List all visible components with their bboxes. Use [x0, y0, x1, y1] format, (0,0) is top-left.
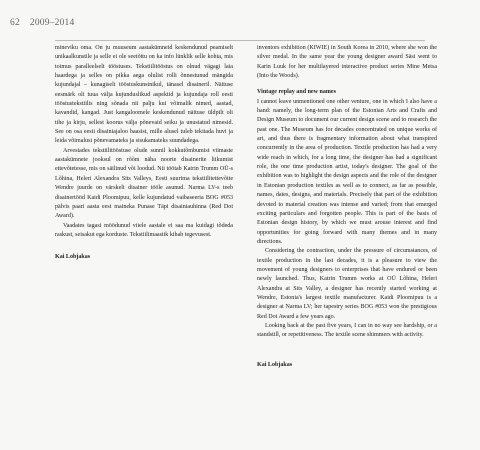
header-years: 2009–2014 — [29, 18, 75, 28]
estonian-text-column — [55, 44, 233, 263]
estonian-author-signature: Kai Lobjakas — [55, 254, 91, 261]
estonian-paragraph-1: mineviku oma. On ju muuseum aastakümneid keskendunud peamiselt unikaalkunstile ja selle ei ole seetõttu on ka info lünklik selle kohta, mis toimus paralleelselt tööstuses. Tekstiilitööstus on olnud vägagi laia haardega ja selles on pikka aega olulist rolli õnnestunud mängida kujundajal – kunagiselt tööstuskunstnikul, tänasel disaineril. Näituse eesmärk oli tuua välja kujunduslikud aspektid ja kujundaja roll eesti tööstustekstiilis ning sõnada nii palju kui võimalik nimed, aastad, kavandid, kangad. Just kangaloomele keskendunud näituse üldpilt oli tihe ja kirju, sellest koorus välja põnevaid seiku ja unustatud nimesid. See on osa eesti disainiajaloo baasist, mille alusel tuleb tekitada huvi ja leida võimalusi põnevamateks ja sisukamateks suundadega. — [55, 45, 233, 145]
english-text-column — [257, 44, 437, 370]
english-paragraph-4: Looking back at the past five years, I can in no way see hardship, or a standstill, or repetitiveness. The textile scene shimmers with activity. — [257, 322, 437, 339]
english-paragraph-2: I cannot leave unmentioned one other venture, one in which I also have a hand: namely, the long-term plan of the Estonian Arts and Crafts and Design Museum to document our current design scene and to research the past one. The Museum has for decades concentrated on unique works of art, and thus there is fragmentary information about what transpired concurrently in the area of production. Textile production has had a very wide reach in which, for a long time, the designer has had a significant role, the one time production artist, today's designer. The goal of the exhibition was to highlight the design aspects and the role of the designer in Estonian production textiles as well as to connect, as far as possible, names, dates, designs, and materials. Precisely that part of the exhibition devoted to material creation was intense and varied; from that emerged exciting particulars and forgotten people. This is part of the basis of Estonian design history, by which we must arouse interest and find opportunities for going forward with many themes and in many directions. — [257, 98, 437, 245]
estonian-paragraph-3: Vaadates tagasi möödunud viiele aastale ei saa ma kuidagi tõdeda raskust, seisakut ega korduste. Tekstiilimaastik kihab tegevusest. — [55, 222, 233, 238]
english-author-signature: Kai Lobjakas — [257, 361, 293, 368]
english-paragraph-1: inventors exhibition (KIWIE) in South Korea in 2010, where she won the silver medal. In the same year the young designer award Säsi went to Karin Luuk for her multilayered interactive product series Mine Metsa (Into the Woods). — [257, 45, 437, 80]
english-paragraph-3: Considering the contraction, under the pressure of circumstances, of textile production in the last decades, it is a pleasure to view the movement of young designers to enterprises that have endured or been newly launched. Thus, Katrin Trumm works at OÜ Lõhina, Heleri Alexandra at Sits Valley, a designer has recently started working at Wendre, Estonia's largest textile manufacturer. Kaidi Ploomipuu is a designer at Narma LV; her tapestry series BOG #053 won the prestigious Red Dot Award a few years ago. — [257, 248, 437, 320]
english-subheading: Vintage replay and new names — [257, 89, 336, 96]
estonian-paragraph-2: Arvestades tekstiilitööstuse olude sunnil kokkutõmbumist viimaste aastakümnete jooksul on rõõm näha noorte disainerite liikumist ettevõtetesse, mis on säilinud või loodud. Nii töötab Katrin Trumm OÜ-s Lõhina, Heleri Alexandra Sits Valleys, Eesti suurima tekstiilitettevõtte Wendre juurde on värskelt disainer tööle asunud. Narma LV-s teeb disainertööd Kaidi Ploomipuu, kelle kujundatud vaibaseeria BOG #053 pälvis paari aasta eest maineka Punase Täpi disainiauhinna (Red Dot Award). — [55, 147, 233, 220]
header-rule — [55, 40, 425, 41]
page-header — [10, 18, 74, 28]
page-number: 62 — [10, 18, 20, 28]
